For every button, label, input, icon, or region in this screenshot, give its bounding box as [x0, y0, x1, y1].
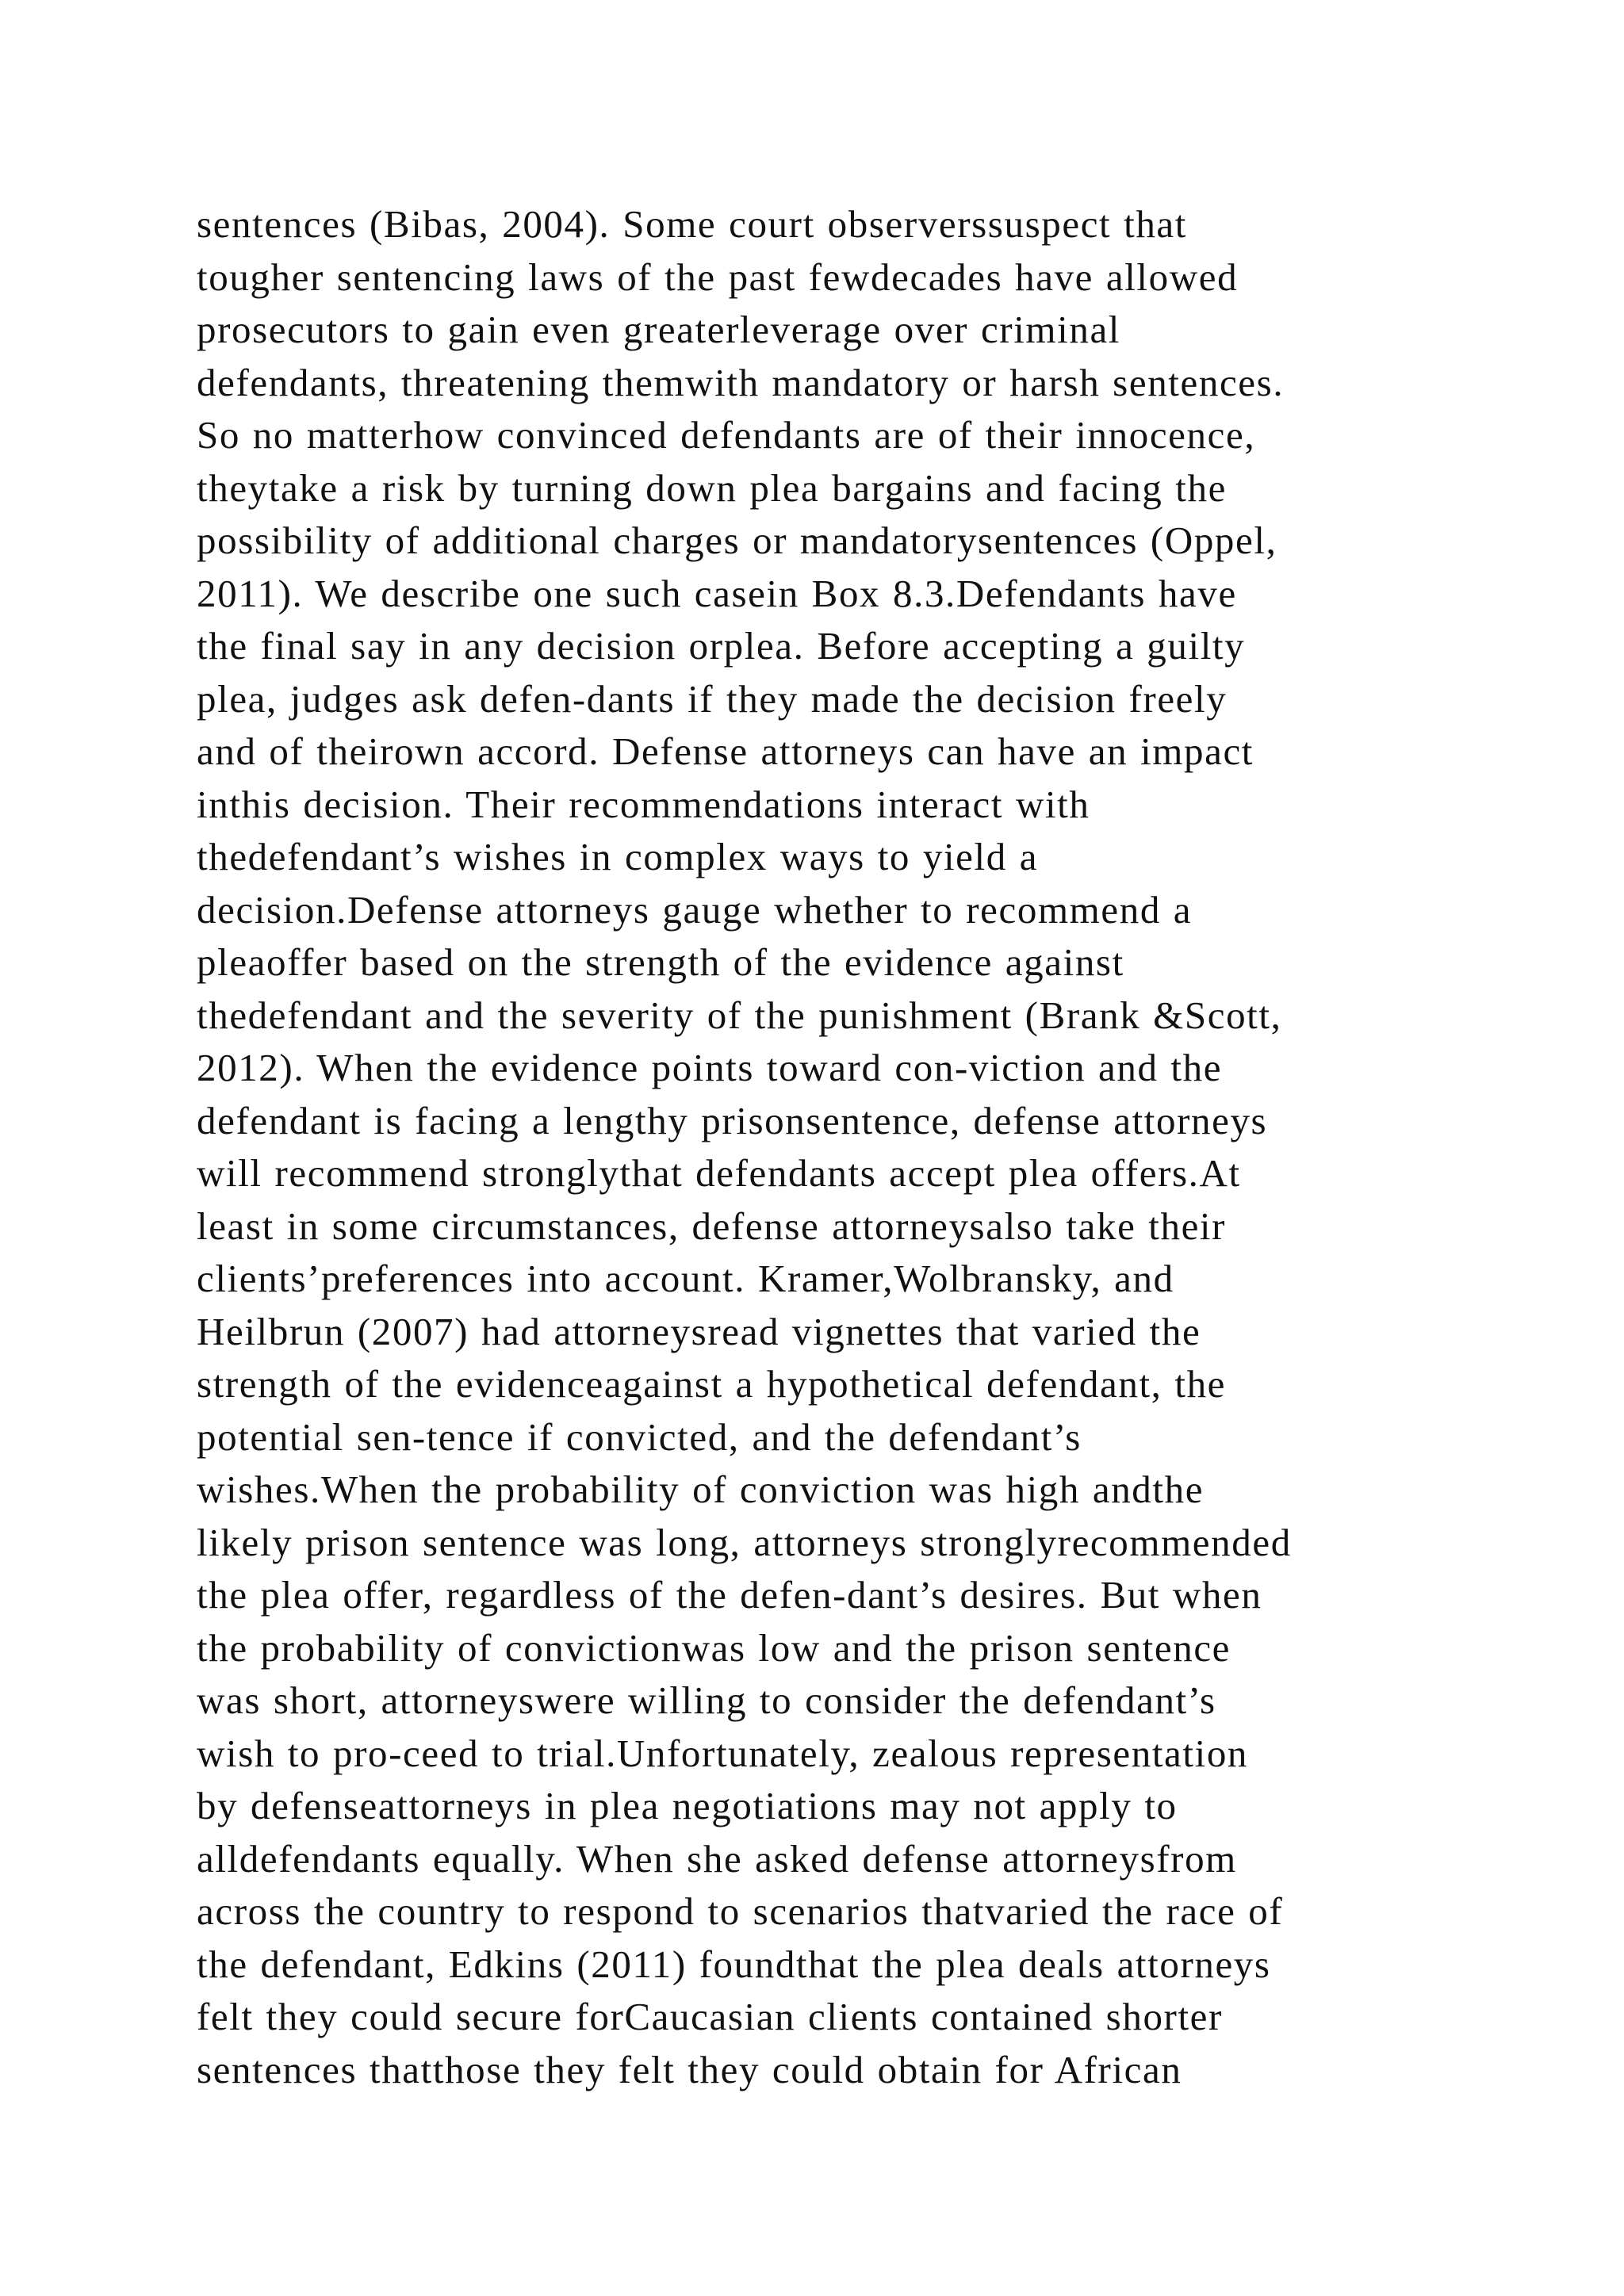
text-line: thedefendant and the severity of the punishment (Brank &Scott,	[197, 993, 1282, 1037]
text-line: wish to pro-ceed to trial.Unfortunately, zealous representation	[197, 1731, 1249, 1775]
text-line: least in some circumstances, defense attorneysalso take their	[197, 1203, 1227, 1248]
text-line: wishes.When the probability of conviction was high andthe	[197, 1468, 1205, 1511]
text-line: likely prison sentence was long, attorneys stronglyrecommended	[197, 1520, 1292, 1564]
text-line: pleaoffer based on the strength of the evidence against	[197, 940, 1124, 984]
text-line: will recommend stronglythat defendants accept plea offers.At	[197, 1151, 1241, 1195]
text-line: sentences thatthose they felt they could obtain for African	[197, 2047, 1182, 2091]
text-line: defendant is facing a lengthy prisonsentence, defense attorneys	[197, 1098, 1268, 1142]
text-line: sentences (Bibas, 2004). Some court observerssuspect that	[197, 202, 1187, 246]
text-line: thedefendant’s wishes in complex ways to yield a	[197, 835, 1039, 878]
text-line: inthis decision. Their recommendations interact with	[197, 782, 1090, 826]
text-line: possibility of additional charges or mandatorysentences (Oppel,	[197, 519, 1277, 562]
body-text	[197, 198, 1513, 2096]
text-line: So no matterhow convinced defendants are of their innocence,	[197, 413, 1256, 457]
text-line: the defendant, Edkins (2011) foundthat the plea deals attorneys	[197, 1942, 1271, 1986]
text-line: tougher sentencing laws of the past fewdecades have allowed	[197, 254, 1239, 299]
text-line: alldefendants equally. When she asked defense attorneysfrom	[197, 1836, 1237, 1881]
text-line: strength of the evidenceagainst a hypothetical defendant, the	[197, 1362, 1227, 1406]
text-line: by defenseattorneys in plea negotiations may not apply to	[197, 1784, 1178, 1827]
text-line: the probability of convictionwas low and the prison sentence	[197, 1625, 1231, 1670]
text-line: Heilbrun (2007) had attorneysread vignettes that varied the	[197, 1309, 1201, 1353]
text-line: prosecutors to gain even greaterleverage over criminal	[197, 308, 1121, 351]
text-line: and of theirown accord. Defense attorneys can have an impact	[197, 729, 1254, 773]
text-line: was short, attorneyswere willing to consider the defendant’s	[197, 1678, 1216, 1722]
text-line: potential sen-tence if convicted, and the defendant’s	[197, 1414, 1082, 1459]
text-line: 2012). When the evidence points toward con-viction and the	[197, 1046, 1223, 1089]
text-line: 2011). We describe one such casein Box 8.3.Defendants have	[197, 571, 1237, 615]
text-line: the final say in any decision orplea. Before accepting a guilty	[197, 624, 1246, 668]
text-line: clients’preferences into account. Kramer,Wolbransky, and	[197, 1257, 1174, 1300]
text-line: defendants, threatening themwith mandatory or harsh sentences.	[197, 360, 1285, 404]
text-line: the plea offer, regardless of the defen-dant’s desires. But when	[197, 1573, 1262, 1617]
text-line: felt they could secure forCaucasian clients contained shorter	[197, 1995, 1223, 2038]
text-line: decision.Defense attorneys gauge whether to recommend a	[197, 887, 1193, 932]
text-line: across the country to respond to scenarios thatvaried the race of	[197, 1889, 1284, 1933]
text-line: theytake a risk by turning down plea bargains and facing the	[197, 465, 1227, 510]
text-line: plea, judges ask defen-dants if they made the decision freely	[197, 676, 1228, 721]
